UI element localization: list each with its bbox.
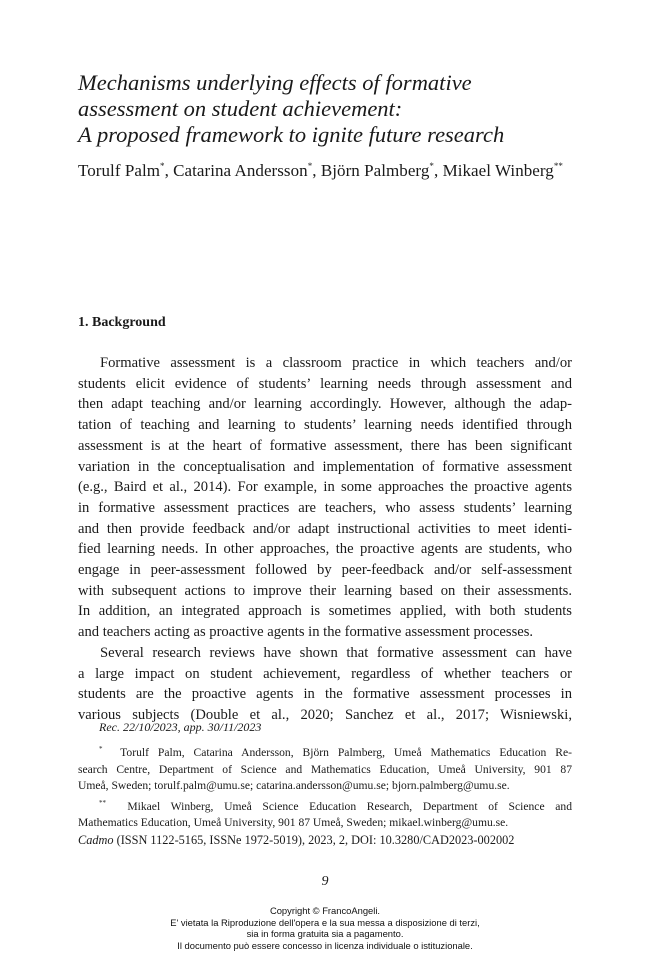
footnotes <box>78 741 572 832</box>
footnote-line <box>78 741 572 762</box>
text-line: students are the proactive agents in the formative assessment processes in <box>78 686 572 703</box>
received-accepted-dates: Rec. 22/10/2023, app. 30/11/2023 <box>99 720 262 734</box>
footnote-mark: * <box>99 745 103 753</box>
copyright-line: E' vietata la Riproduzione dell'opera e la sua messa a disposizione di terzi, <box>170 916 480 928</box>
footnote-line: Umeå, Sweden; torulf.palm@umu.se; catarina.andersson@umu.se; bjorn.palmberg@umu.se. <box>78 779 510 792</box>
author-name: Björn Palmberg <box>320 161 430 180</box>
journal-citation <box>78 833 514 848</box>
copyright-line: Copyright © FrancoAngeli. <box>269 905 381 916</box>
title-line: assessment on student achievement: <box>78 96 403 121</box>
text-line: (e.g., Baird et al., 2014). For example, in some approaches the proactive agents <box>78 479 572 496</box>
footnote-line: Mathematics Education, Umeå University, 901 87 Umeå, Sweden; mikael.winberg@umu.se. <box>78 816 509 829</box>
journal-name: Cadmo <box>78 833 114 847</box>
text-line: engage in peer-assessment followed by peer-feedback and/or self-assessment <box>78 562 572 579</box>
text-line: students elicit evidence of students’ learning needs through assessment and <box>78 375 572 392</box>
footnote-text: Mikael Winberg, Umeå Science Education Research, Department of Science and <box>127 799 572 813</box>
text-line: then adapt teaching and/or learning accordingly. However, although the adap- <box>78 396 572 413</box>
text-line: fied learning needs. In other approaches, the proactive agents are students, who <box>78 541 572 558</box>
footnote-text: Torulf Palm, Catarina Andersson, Björn Palmberg, Umeå Mathematics Education Re- <box>120 746 572 759</box>
author-affiliation-mark: * <box>307 161 313 171</box>
text-line: and then provide feedback and/or adapt instructional activities to meet identi- <box>78 520 572 537</box>
text-line: various subjects (Double et al., 2020; Sanchez et al., 2017; Wisniewski, <box>78 706 572 723</box>
section-heading: 1. Background <box>78 315 166 330</box>
article-title <box>78 70 598 148</box>
author-affiliation-mark: ** <box>553 161 563 171</box>
text-line: Several research reviews have shown that formative assessment can have <box>100 644 572 661</box>
text-line: Formative assessment is a classroom practice in which teachers and/or <box>100 355 572 371</box>
author-affiliation-mark: * <box>429 161 434 171</box>
copyright-line: Il documento può essere concesso in licenza individuale o istituzionale. <box>177 939 473 951</box>
author-name: Mikael Winberg <box>442 161 554 180</box>
text-line: a large impact on student achievement, regardless of whether teachers or <box>78 665 572 682</box>
text-line: assessment is at the heart of formative assessment, there has been significant <box>78 437 572 454</box>
author-affiliation-mark: * <box>160 161 165 171</box>
author-name: Catarina Andersson <box>173 161 308 180</box>
text-line: variation in the conceptualisation and implementation of formative assessment <box>78 458 572 475</box>
body-text <box>78 353 572 726</box>
text-line: tation of teaching and learning to students’ learning needs identified through <box>78 417 572 434</box>
text-line: and teachers acting as proactive agents in the formative assessment processes. <box>78 624 534 641</box>
copyright-line: sia in forma gratuita sia a pagamento. <box>246 928 404 939</box>
text-line: in formative assessment practices are teachers, who assess students’ learning <box>78 499 572 516</box>
author-list: Torulf Palm*, Catarina Andersson*, Björn Palmberg*, Mikael Winberg** <box>78 161 563 180</box>
page-number: 9 <box>321 874 329 889</box>
text-line: with subsequent actions to improve their learning based on their assessments. <box>78 582 572 599</box>
journal-details: (ISSN 1122-5165, ISSNe 1972-5019), 2023, 2, DOI: 10.3280/CAD2023-002002 <box>113 833 515 847</box>
footnote-line: search Centre, Department of Science and Mathematics Education, Umeå University, 901 87 <box>78 762 572 776</box>
footnote-mark: ** <box>99 798 106 807</box>
title-line: Mechanisms underlying effects of formative <box>78 70 472 95</box>
title-line: A proposed framework to ignite future research <box>78 122 505 147</box>
copyright-notice <box>0 905 650 951</box>
footnote-line <box>78 795 572 816</box>
text-line: In addition, an integrated approach is sometimes applied, with both students <box>78 603 572 620</box>
author-name: Torulf Palm <box>78 161 160 180</box>
